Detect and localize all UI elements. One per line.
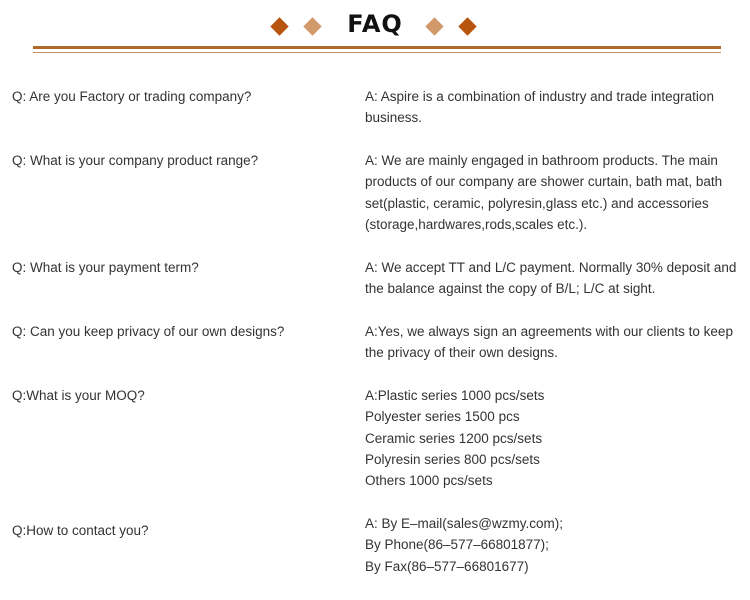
faq-question: Q: Can you keep privacy of our own designs? [12, 324, 285, 339]
faq-answer-line: Others 1000 pcs/sets [365, 473, 493, 489]
faq-answer-line: the privacy of their own designs. [365, 345, 558, 361]
faq-answer [365, 86, 747, 129]
header-divider-thin [33, 52, 721, 53]
faq-answer-line: Polyester series 1500 pcs [365, 409, 520, 425]
faq-answer-line: set(plastic, ceramic, polyresin,glass etc.) and accessories [365, 195, 709, 211]
faq-answer-line: A:Yes, we always sign an agreements with our clients to keep [365, 324, 733, 339]
header-divider-thick [33, 46, 721, 49]
faq-answer-line: the balance against the copy of B/L; L/C at sight. [365, 281, 656, 297]
faq-answer-line: A: Aspire is a combination of industry and trade integration [365, 89, 714, 104]
faq-answer [365, 385, 747, 491]
faq-question: Q: Are you Factory or trading company? [12, 89, 252, 104]
faq-question: Q: What is your payment term? [12, 260, 199, 275]
faq-answer-line: By Fax(86–577–66801677) [365, 558, 529, 574]
faq-answer [365, 257, 747, 300]
faq-answer-line: Polyresin series 800 pcs/sets [365, 451, 540, 467]
faq-answer-line: A: We are mainly engaged in bathroom products. The main [365, 153, 718, 168]
page-title: FAQ [347, 10, 403, 38]
faq-answer-line: A: By E–mail(sales@wzmy.com); [365, 516, 563, 531]
faq-answer [365, 513, 747, 577]
faq-answer [365, 150, 747, 235]
faq-question: Q: What is your company product range? [12, 153, 259, 168]
faq-answer-line: A: We accept TT and L/C payment. Normally 30% deposit and [365, 260, 737, 275]
faq-question: Q:What is your MOQ? [12, 388, 145, 403]
faq-header [0, 0, 750, 60]
faq-answer-line: A:Plastic series 1000 pcs/sets [365, 388, 545, 403]
faq-answer [365, 321, 747, 364]
faq-answer-line: business. [365, 110, 423, 126]
faq-answer-line: (storage,hardwares,rods,scales etc.). [365, 216, 588, 232]
faq-answer-line: By Phone(86–577–66801877); [365, 537, 549, 553]
faq-answer-line: Ceramic series 1200 pcs/sets [365, 430, 543, 446]
faq-question: Q:How to contact you? [12, 523, 149, 538]
faq-answer-line: products of our company are shower curtain, bath mat, bath [365, 174, 723, 190]
